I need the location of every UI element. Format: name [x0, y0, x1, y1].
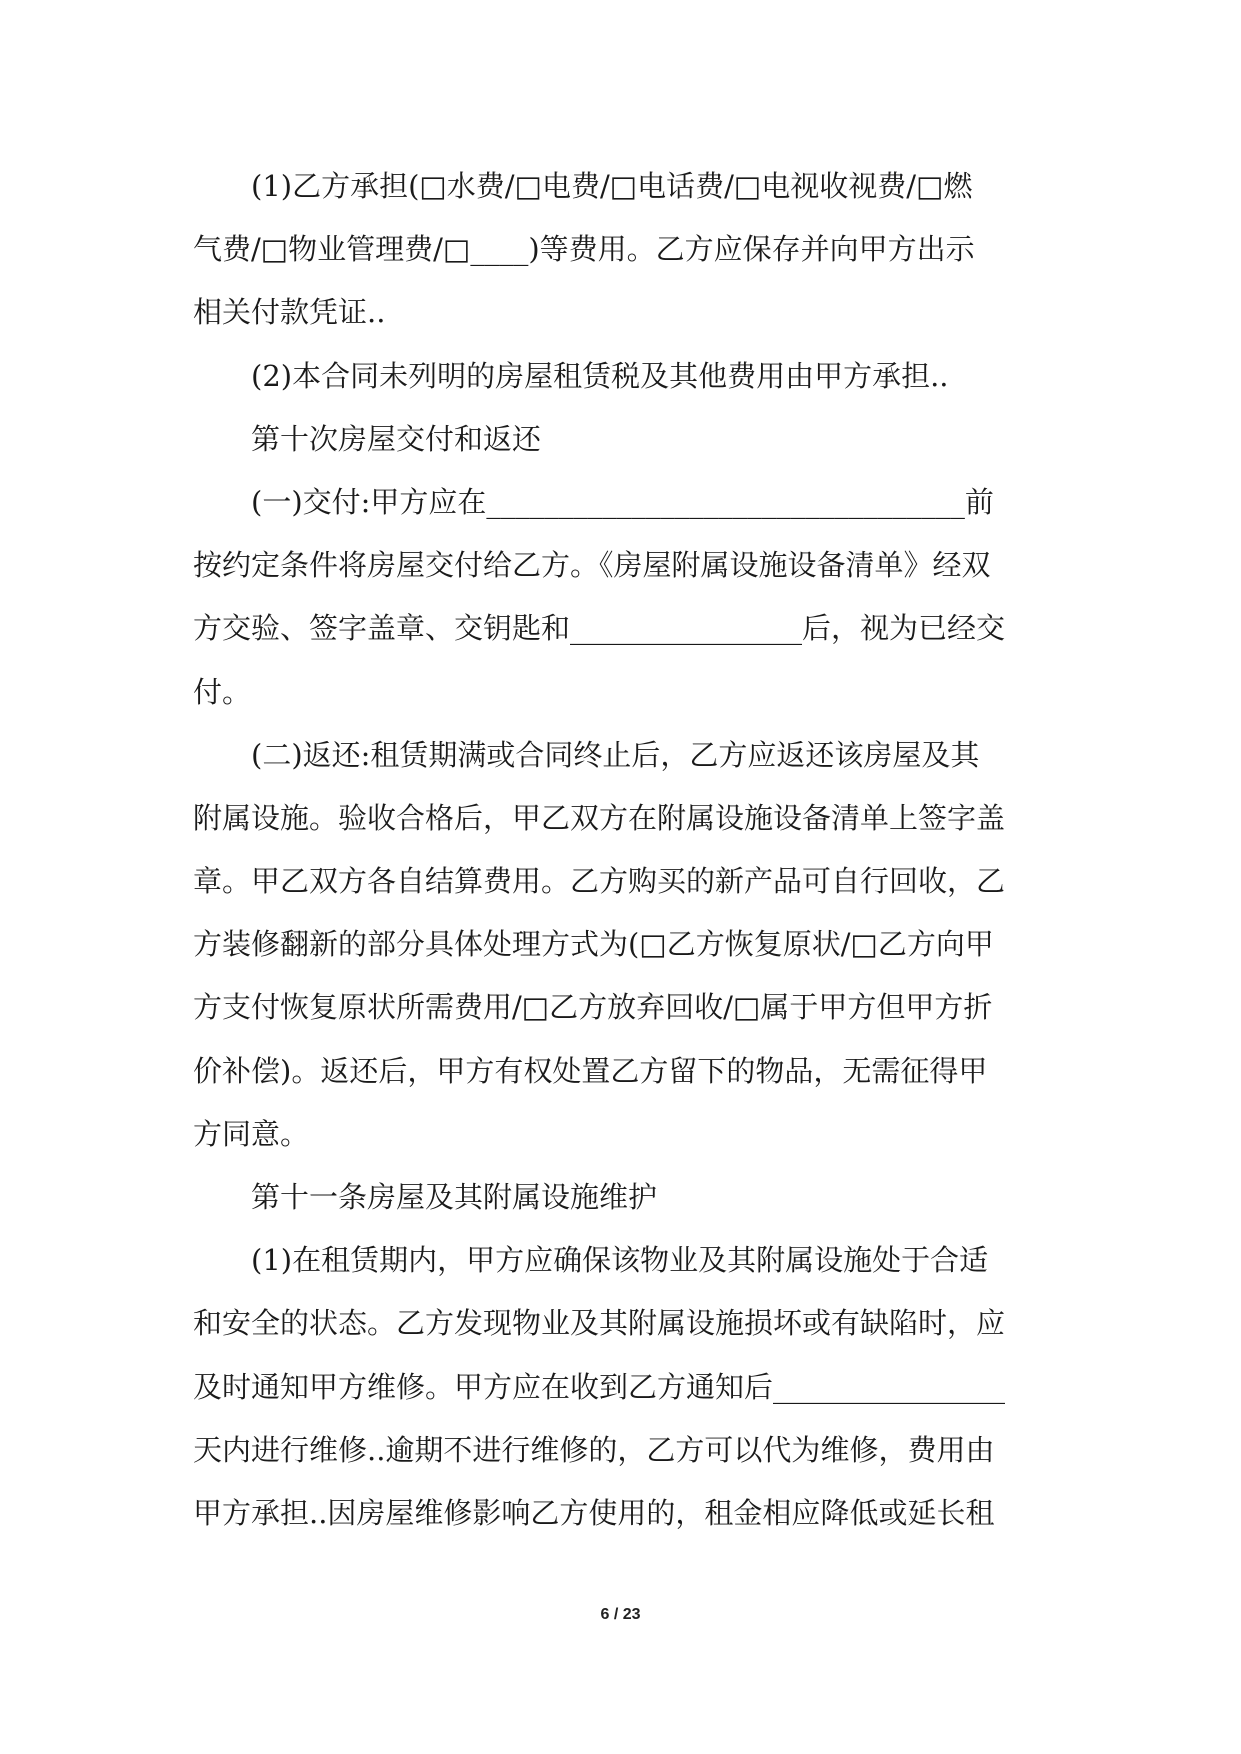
text-line: (二)返还:租赁期满或合同终止后，乙方应返还该房屋及其	[251, 737, 980, 772]
text-line: 方交验、签字盖章、交钥匙和________________后，视为已经交	[193, 611, 1006, 646]
text-line: (1)乙方承担(□水费/□电费/□电话费/□电视收视费/□燃	[251, 169, 973, 203]
text-line: 方装修翻新的部分具体处理方式为(□乙方恢复原状/□乙方向甲	[193, 927, 994, 962]
text-line: (一)交付:甲方应在_________________________________前	[251, 484, 994, 519]
text-line: 甲方承担..因房屋维修影响乙方使用的，租金相应降低或延长租	[193, 1495, 995, 1530]
section-heading: 第十一条房屋及其附属设施维护	[251, 1180, 658, 1214]
text-line: 章。甲乙双方各自结算费用。乙方购买的新产品可自行回收，乙	[193, 864, 1006, 899]
text-line: 相关付款凭证..	[193, 295, 386, 330]
text-line: 及时通知甲方维修。甲方应在收到乙方通知后________________	[193, 1369, 1006, 1404]
page-number: 6 / 23	[600, 1606, 641, 1623]
section-heading: 第十次房屋交付和返还	[251, 421, 542, 456]
text-line: 价补偿)。返还后，甲方有权处置乙方留下的物品，无需征得甲	[193, 1053, 988, 1088]
text-line: 按约定条件将房屋交付给乙方。《房屋附属设施设备清单》经双	[193, 548, 991, 583]
text-line: 方支付恢复原状所需费用/□乙方放弃回收/□属于甲方但甲方折	[193, 990, 993, 1025]
text-line: (2)本合同未列明的房屋租赁税及其他费用由甲方承担..	[251, 358, 949, 393]
text-line: 方同意。	[193, 1116, 310, 1151]
contract-body	[193, 155, 1061, 1545]
text-line: 和安全的状态。乙方发现物业及其附属设施损坏或有缺陷时，应	[193, 1306, 1006, 1341]
text-line: (1)在租赁期内，甲方应确保该物业及其附属设施处于合适	[251, 1243, 989, 1278]
text-line: 附属设施。验收合格后，甲乙双方在附属设施设备清单上签字盖	[193, 800, 1006, 835]
text-line: 气费/□物业管理费/□____)等费用。乙方应保存并向甲方出示	[193, 232, 975, 267]
text-line: 天内进行维修..逾期不进行维修的，乙方可以代为维修，费用由	[193, 1432, 995, 1467]
text-line: 付。	[193, 674, 252, 709]
